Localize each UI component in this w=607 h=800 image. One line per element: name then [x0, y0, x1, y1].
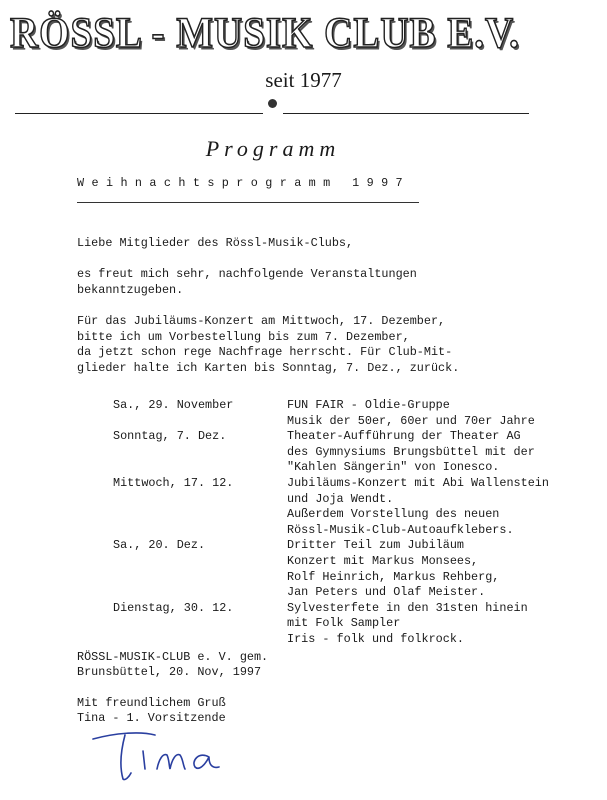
- footer-closing: Mit freundlichem Gruß: [77, 696, 226, 710]
- event-schedule: [113, 398, 549, 648]
- document-subtitle: Weihnachtsprogramm 1997: [77, 176, 411, 190]
- divider-left: [15, 113, 263, 114]
- footer-org: RÖSSL-MUSIK-CLUB e. V. gem.: [77, 650, 269, 664]
- footer-signer: Tina - 1. Vorsitzende: [77, 711, 226, 725]
- since-year: seit 1977: [265, 68, 342, 92]
- event-row: [113, 476, 549, 538]
- event-date: Dienstag, 30. 12.: [113, 600, 234, 615]
- event-date: Sa., 29. November: [113, 398, 234, 412]
- event-row: [113, 538, 549, 600]
- salutation: Liebe Mitglieder des Rössl-Musik-Clubs,: [77, 236, 354, 250]
- event-date: Mittwoch, 17. 12.: [113, 475, 234, 490]
- event-row: [113, 398, 549, 429]
- club-name-heading: RÖSSL - MUSIK CLUB E.V.: [10, 9, 520, 58]
- footer-place-date: Brunsbüttel, 20. Nov, 1997: [77, 665, 262, 679]
- event-description: Sylvesterfete in den 31sten hinein mit Folk Sampler Iris - folk und folkrock.: [287, 600, 528, 646]
- document-title: Programm: [205, 136, 341, 161]
- subtitle-underline: [77, 202, 419, 203]
- event-date: Sonntag, 7. Dez.: [113, 429, 227, 444]
- divider-dot: [268, 99, 277, 108]
- event-description: Jubiläums-Konzert mit Abi Wallenstein und Joja Wendt. Außerdem Vorstellung des neuen Rössl-Musik-Club-Autoaufklebers.: [287, 475, 549, 537]
- event-description: Theater-Aufführung der Theater AG des Gymnysiums Brungsbüttel mit der "Kahlen Sängerin" von Ionesco.: [287, 429, 535, 475]
- booking-paragraph: Für das Jubiläums-Konzert am Mittwoch, 17. Dezember, bitte ich um Vorbestellung bis zum 7. Dezember, da jetzt schon rege Nachfrage herrscht. Für Club-Mit- glieder halte ich Karten bis Sonntag, 7. Dez., zurück.: [77, 314, 460, 375]
- event-date: Sa., 20. Dez.: [113, 538, 206, 553]
- handwritten-signature: [85, 725, 245, 785]
- divider-right: [283, 113, 529, 114]
- event-description: Dritter Teil zum Jubiläum Konzert mit Markus Monsees, Rolf Heinrich, Markus Rehberg, Jan Peters und Olaf Meister.: [287, 538, 500, 600]
- event-description: FUN FAIR - Oldie-Gruppe Musik der 50er, 60er und 70er Jahre: [287, 398, 535, 428]
- event-row: [113, 429, 549, 476]
- intro-paragraph: es freut mich sehr, nachfolgende Veranstaltungen bekanntzugeben.: [77, 267, 417, 297]
- event-row: [113, 601, 549, 648]
